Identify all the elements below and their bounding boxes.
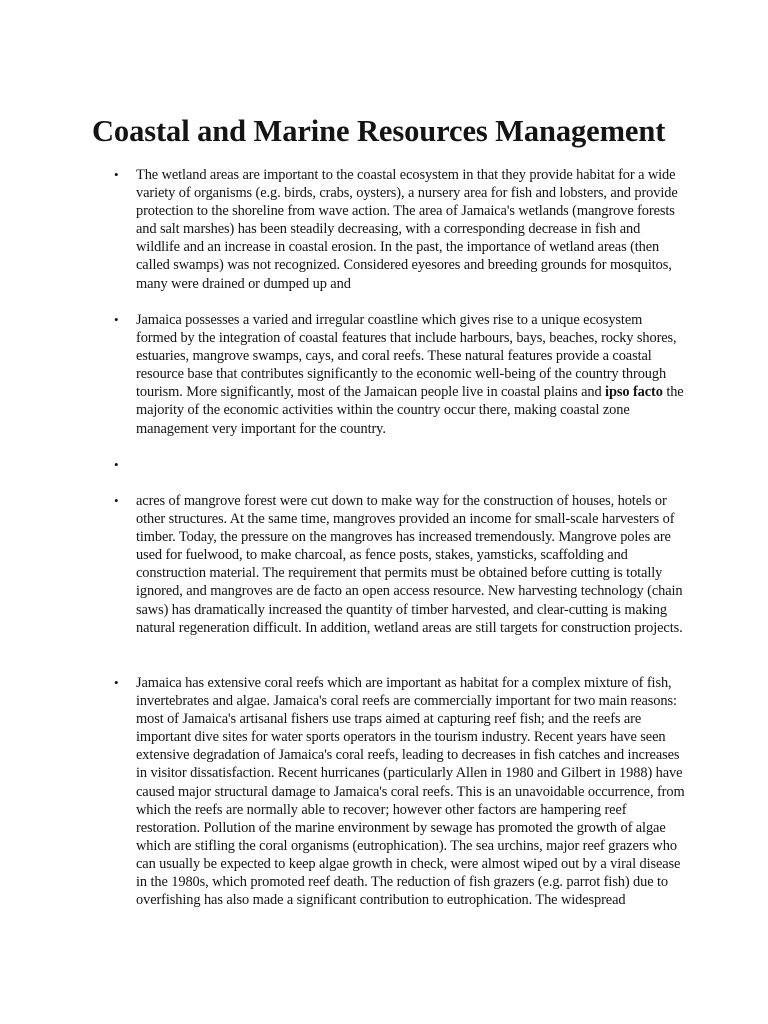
paragraph-text: acres of mangrove forest were cut down to make way for the construction of houses, hotels or other structures. At the same time, mangroves provided an income for small-scale harvesters of timber. Today, the pressure on the mangroves has increased tremendously. Mangrove poles are used for fuelwood, to make charcoal, as fence posts, stakes, yamsticks, scaffolding and construction material. The requirement that permits must be obtained before cutting is totally ignored, and mangroves are de facto an open access resource. New harvesting technology (chain saws) has dramatically increased the quantity of timber harvested, and clear-cutting is making natural regeneration difficult. In addition, wetland areas are still targets for construction projects. xyxy=(136,493,683,636)
list-item-coral-reefs xyxy=(114,674,686,909)
bullet-icon: • xyxy=(114,493,119,508)
list-item-mangroves xyxy=(114,492,686,637)
bullet-icon: • xyxy=(114,167,119,182)
paragraph-text xyxy=(136,312,684,437)
bullet-icon: • xyxy=(114,312,119,327)
list-item-coastline xyxy=(114,311,686,438)
emphasis-text: ipso facto xyxy=(605,384,663,401)
paragraph-text-after: the majority of the economic activities within the country occur there, making coastal zone management very important for the country. xyxy=(136,384,684,437)
paragraph-text: Jamaica has extensive coral reefs which are important as habitat for a complex mixture of fish, invertebrates and algae. Jamaica's coral reefs are commercially important for two main reasons: most of Jamaica's artisanal fishers use traps aimed at capturing reef fish; and the reefs are important dive sites for water sports operators in the tourism industry. Recent years have seen extensive degradation of Jamaica's coral reefs, leading to decreases in fish catches and increases in visitor dissatisfaction. Recent hurricanes (particularly Allen in 1980 and Gilbert in 1988) have caused major structural damage to Jamaica's coral reefs. This is an unavoidable occurrence, from which the reefs are normally able to recover; however other factors are hampering reef restoration. Pollution of the marine environment by sewage has promoted the growth of algae which are stifling the coral organisms (eutrophication). The sea urchins, major reef grazers who can usually be expected to keep algae growth in check, were almost wiped out by a viral disease in the 1980s, which promoted reef death. The reduction of fish grazers (e.g. parrot fish) due to overfishing has also made a significant contribution to eutrophication. The widespread xyxy=(136,675,685,909)
list-item-wetlands xyxy=(114,166,686,293)
paragraph-text: The wetland areas are important to the coastal ecosystem in that they provide habitat for a wide variety of organisms (e.g. birds, crabs, oysters), a nursery area for fish and lobsters, and provide protection to the shoreline from wave action. The area of Jamaica's wetlands (mangrove forests and salt marshes) has been steadily decreasing, with a corresponding decrease in fish and wildlife and an increase in coastal erosion. In the past, the importance of wetland areas (then called swamps) was not recognized. Considered eyesores and breeding grounds for mosquitos, many were drained or dumped up and xyxy=(136,167,678,292)
bullet-icon: • xyxy=(114,457,119,472)
paragraph-text-before: Jamaica possesses a varied and irregular coastline which gives rise to a unique ecosystem formed by the integration of coastal features that include harbours, bays, beaches, rocky shores, estuaries, mangrove swamps, cays, and coral reefs. These natural features provide a coastal resource base that contributes significantly to the economic well-being of the country through tourism. More significantly, most of the Jamaican people live in coastal plains and xyxy=(136,312,677,401)
page-title: Coastal and Marine Resources Management xyxy=(92,114,666,148)
bullet-icon: • xyxy=(114,675,119,690)
